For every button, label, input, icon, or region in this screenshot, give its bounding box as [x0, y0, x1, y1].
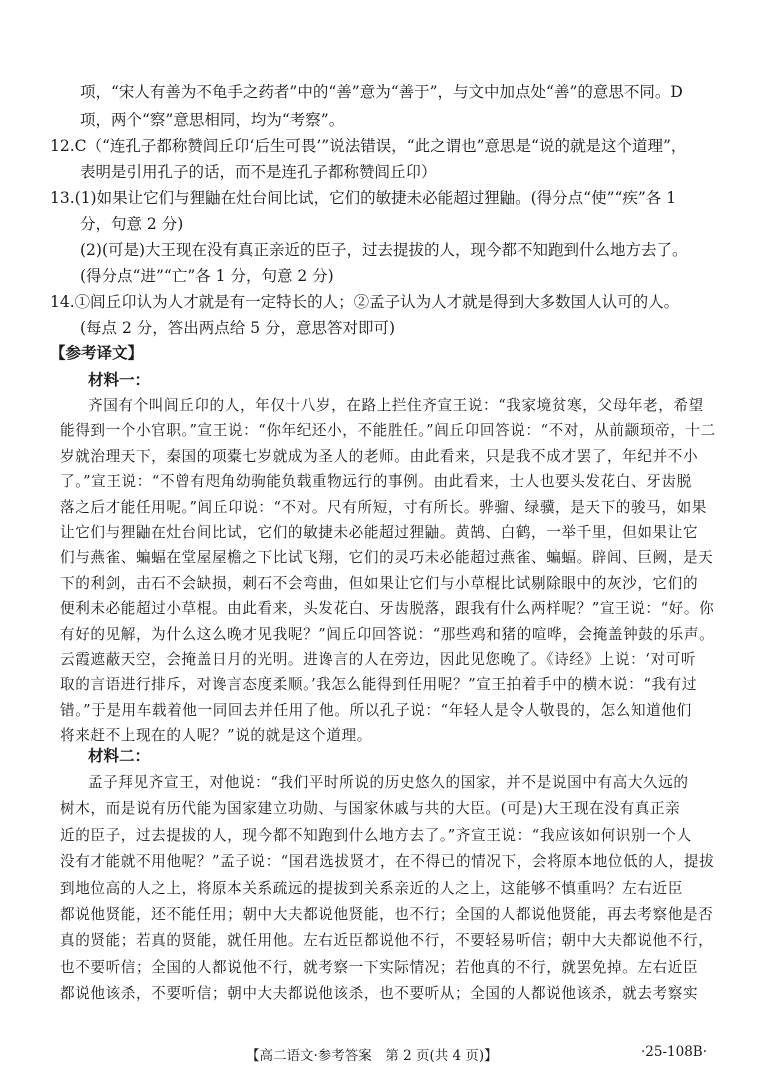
- material-1-line: 了。”宣王说：“不曾有咫角幼驹能负载重物远行的事例。由此看来，士人也要头发花白、牙齿脱: [60, 473, 692, 491]
- material-1-line: 云霞遮蔽天空，会掩盖日月的光明。进谗言的人在旁边，因此见您晚了。《诗经》上说：‘对可听: [60, 651, 697, 668]
- material-2-line: 到地位高的人之上，将原本关系疏远的提拔到关系亲近的人之上，这能够不慎重吗？左右近臣: [60, 879, 683, 897]
- material-2-line: 没有才能就不用他呢？”孟子说：“国君选拔贤才，在不得已的情况下，会将原本地位低的人，提拔: [60, 853, 715, 871]
- material-2-line: 孟子拜见齐宣王，对他说：“我们平时所说的历史悠久的国家，并不是说国中有高大久远的: [88, 774, 689, 791]
- material-1-line: 落之后才能任用呢。”闾丘卬说：“不对。尺有所短，寸有所长。骅骝、绿骥，是天下的骏马，如果: [60, 498, 707, 516]
- material-1-line: 有好的见解，为什么这么晚才见我呢？”闾丘卬回答说：“那些鸡和猪的喧哗，会掩盖钟鼓的乐声。: [60, 625, 715, 643]
- material-2-line: 真的贤能；若真的贤能，就任用他。左右近臣都说他不行，不要轻易听信；朝中大夫都说他不行，: [60, 932, 714, 950]
- section-title: 【参考译文】: [50, 343, 144, 362]
- material-1-line: 齐国有个叫闾丘卬的人，年仅十八岁，在路上拦住齐宣王说：“我家境贫寒，父母年老，希望: [88, 397, 704, 414]
- answer-14-cont: (每点 2 分，答出两点给 5 分，意思答对即可): [80, 319, 396, 337]
- answer-12-cont: 表明是引用孔子的话，而不是连孔子都称赞闾丘卬）: [80, 163, 437, 181]
- answer-12: 12.C（“连孔子都称赞闾丘卬‘后生可畏’”说法错误，“此之谓也”意思是“说的就是这个道理”，: [50, 137, 687, 155]
- answer-line-1: 项，“宋人有善为不龟手之药者”中的“善”意为“善于”，与文中加点处“善”的意思不同。D: [80, 83, 683, 101]
- footer-page-info: 【高二语文·参考答案 第 2 页(共 4 页)】: [246, 1048, 498, 1064]
- answer-13-2: (2)(可是)大王现在没有真正亲近的臣子，过去提拔的人，现今都不知跑到什么地方去了。: [80, 241, 688, 259]
- material-2-line: 近的臣子，过去提拔的人，现今都不知跑到什么地方去了。”齐宣王说：“我应该如何识别一个人: [60, 826, 692, 844]
- material-2-title: 材料二：: [88, 746, 151, 765]
- material-1-line: 取的言语进行排斥，对谗言态度柔顺。’我怎么能得到任用呢？”宣王拍着手中的横木说：“我有过: [60, 676, 698, 694]
- material-1-line: 错。”于是用车载着他一同回去并任用了他。所以孔子说：“年轻人是令人敬畏的，怎么知道他们: [60, 701, 692, 719]
- footer-code: ·25-108B·: [641, 1044, 708, 1060]
- material-1-line: 下的利剑，击石不会缺损，刺石不会弯曲，但如果让它们与小草棍比试剔除眼中的灰沙，它们的: [60, 574, 699, 592]
- answer-13-1: 13.(1)如果让它们与狸鼬在灶台间比试，它们的敏捷未必能超过狸鼬。(得分点“使”“疾”各 1: [50, 189, 677, 207]
- material-2-line: 都说他该杀，不要听信；朝中大夫都说他该杀，也不要听从；全国的人都说他该杀，就去考察实: [60, 985, 699, 1003]
- answer-line-2: 项，两个“察”意思相同，均为“考察”。: [80, 111, 345, 129]
- material-2-line: 也不要听信；全国的人都说他不行，就考察一下实际情况；若他真的不行，就罢免掉。左右近臣: [60, 958, 699, 976]
- material-1-line: 们与燕雀、蝙蝠在堂屋屋檐之下比试飞翔，它们的灵巧未必能超过燕雀、蝙蝠。辟闾、巨阙，是天: [60, 549, 714, 567]
- answer-14: 14.①闾丘卬认为人才就是有一定特长的人；②孟子认为人才就是得到大多数国人认可的人。: [50, 293, 680, 311]
- material-1-title: 材料一：: [88, 370, 151, 389]
- material-1-line: 能得到一个小官职。”宣王说：“你年纪还小，不能胜任。”闾丘卬回答说：“不对，从前颛顼帝，十二: [60, 422, 716, 440]
- material-1-line: 将来赶不上现在的人呢？”说的就是这个道理。: [60, 727, 372, 745]
- answer-13-2-cont: (得分点“进”“亡”各 1 分，句意 2 分): [80, 267, 334, 285]
- material-2-line: 树木，而是说有历代能为国家建立功勋、与国家休戚与共的大臣。(可是)大王现在没有真正亲: [60, 800, 681, 818]
- material-1-line: 岁就治理天下，秦国的项橐七岁就成为圣人的老师。由此看来，只是我不成才罢了，年纪并不小: [60, 447, 699, 465]
- answer-13-1-cont: 分，句意 2 分): [80, 215, 184, 233]
- material-2-line: 都说他贤能，还不能任用；朝中大夫都说他贤能，也不行；全国的人都说他贤能，再去考察他是否: [60, 906, 714, 923]
- material-1-line: 让它们与狸鼬在灶台间比试，它们的敏捷未必能超过狸鼬。黄鹄、白鹤，一举千里，但如果让它: [60, 524, 699, 541]
- material-1-line: 便利未必能超过小草棍。由此看来，头发花白、牙齿脱落，跟我有什么两样呢？”宣王说：“好。你: [60, 600, 715, 618]
